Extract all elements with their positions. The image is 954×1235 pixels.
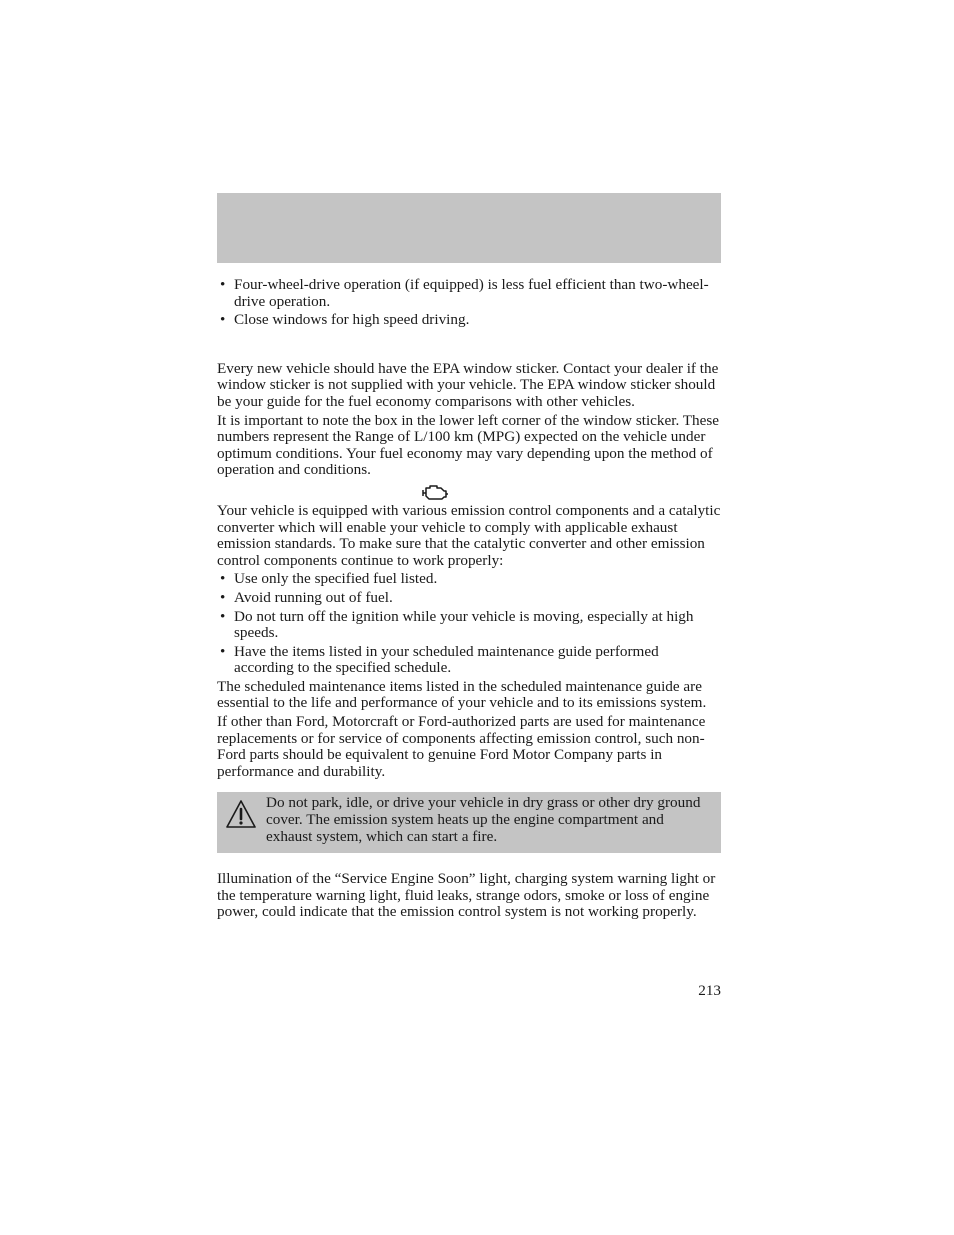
maintenance-paragraph-2: If other than Ford, Motorcraft or Ford-authorized parts are used for maintenance replacements or for service of components affecting emission control, such non-Ford parts should be equivalent to genuine Ford Motor Company parts in performance and durability. — [217, 713, 706, 780]
epa-paragraph-2: It is important to note the box in the lower left corner of the window sticker. These numbers represent the Range of L/100 km (MPG) expected on the vehicle under optimum conditions. Your fuel economy may vary depending upon the method of operation and conditions. — [217, 411, 720, 479]
list-item: • Four-wheel-drive operation (if equipped) is less fuel efficient than two-wheel-drive operation. — [220, 276, 709, 310]
warning-triangle-icon — [224, 798, 258, 830]
list-item: • Use only the specified fuel listed. — [220, 570, 438, 588]
list-item: • Avoid running out of fuel. — [220, 588, 393, 606]
page-content — [217, 277, 721, 923]
list-item: • Close windows for high speed driving. — [220, 311, 470, 329]
epa-paragraph-1: Every new vehicle should have the EPA window sticker. Contact your dealer if the window sticker is not supplied with your vehicle. The EPA window sticker should be your guide for the fuel economy comparisons with other vehicles. — [217, 359, 719, 410]
fuel-tips-list — [217, 277, 721, 329]
maintenance-paragraph-1: The scheduled maintenance items listed in the scheduled maintenance guide are essential to the life and performance of your vehicle and to its emissions system. — [217, 677, 707, 712]
page-number: 213 — [698, 982, 721, 999]
warning-text: Do not park, idle, or drive your vehicle in dry grass or other dry ground cover. The emission system heats up the engine compartment and exhaust system, which can start a fire. — [266, 794, 701, 845]
emission-intro: Your vehicle is equipped with various emission control components and a catalytic converter which will enable your vehicle to comply with applicable exhaust emission standards. To make sure that the catalytic converter and other emission control components continue to work properly: — [217, 501, 721, 569]
illumination-paragraph: Illumination of the “Service Engine Soon” light, charging system warning light or the temperature warning light, fluid leaks, strange odors, smoke or loss of engine power, could indicate that the emission control system is not working properly. — [217, 870, 716, 921]
emission-tips-list — [217, 571, 721, 677]
warning-box — [217, 792, 721, 853]
list-item: • Have the items listed in your scheduled maintenance guide performed according to the specified schedule. — [220, 642, 659, 677]
header-band — [217, 193, 721, 263]
check-engine-icon — [420, 482, 450, 502]
list-item: • Do not turn off the ignition while your vehicle is moving, especially at high speeds. — [220, 607, 694, 642]
